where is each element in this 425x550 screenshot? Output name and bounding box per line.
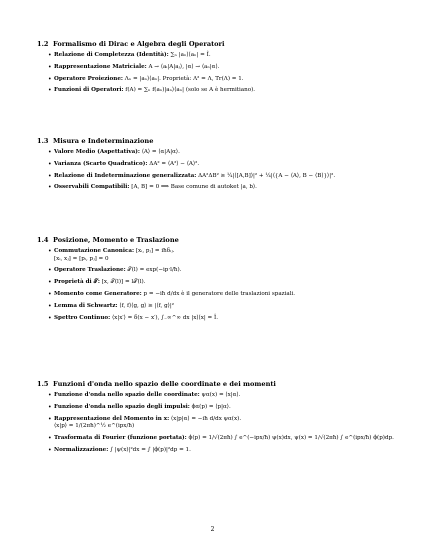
section-title: Formalismo di Dirac e Algebra degli Operatori — [53, 40, 225, 48]
item-text: f(A) = ∑ₙ f(aₙ)|aₙ⟩⟨aₙ| (solo se A è hermitiano). — [123, 87, 256, 94]
item-continuation: ⟨x|p⟩ = 1/(2πħ)^½ e^(ipx/ħ) — [54, 423, 135, 430]
section-heading — [37, 137, 406, 146]
bullet-icon: • — [48, 160, 52, 168]
bullet-icon: • — [48, 63, 52, 71]
item-text: p = −iħ d/dx è il generatore delle traslazioni spaziali. — [141, 290, 296, 297]
item-label: Funzione d'onda nello spazio delle coordinate: — [54, 392, 200, 398]
item-label: Spettro Continuo: — [54, 314, 111, 321]
list-item — [36, 416, 406, 431]
item-label: Osservabili Compatibili: — [54, 184, 130, 191]
bullet-icon: • — [48, 279, 52, 287]
item-text: ⟨x|x′⟩ = δ(x − x′), ∫₋∞^∞ dx |x⟩⟨x| = Î. — [110, 314, 219, 321]
section-heading — [37, 380, 406, 389]
list-item — [36, 248, 406, 263]
section-title: Posizione, Momento e Traslazione — [53, 236, 179, 244]
bullet-list — [36, 52, 406, 95]
section-title: Misura e Indeterminazione — [53, 137, 154, 145]
bullet-icon: • — [48, 446, 52, 454]
section-number: 1.2 — [37, 40, 49, 48]
bullet-list — [36, 149, 406, 192]
list-item — [36, 76, 406, 84]
item-text: [A, B] = 0 ⟹ Base comune di autoket |a, b⟩. — [129, 184, 257, 191]
bullet-list — [36, 248, 406, 322]
bullet-icon: • — [48, 392, 52, 399]
item-label: Proprietà di 𝒯: — [54, 279, 100, 286]
bullet-icon: • — [48, 184, 52, 192]
list-item — [36, 87, 406, 95]
list-item — [36, 435, 406, 443]
item-label: Trasformata di Fourier (funzione portata): — [54, 434, 187, 441]
section-1-3 — [36, 137, 406, 196]
item-label: Rappresentazione Matriciale: — [54, 63, 147, 70]
section-1-5 — [36, 380, 406, 459]
item-text: A → ⟨aᵢ|A|aⱼ⟩, |α⟩ → ⟨aₙ|α⟩. — [146, 63, 220, 70]
list-item — [36, 404, 406, 412]
item-label: Operatore Proiezione: — [54, 75, 123, 82]
bullet-icon: • — [48, 172, 52, 180]
list-item — [36, 291, 406, 299]
page-number: 2 — [210, 526, 215, 533]
list-item — [36, 64, 406, 72]
list-item — [36, 184, 406, 192]
item-text: ⟨x|p|α⟩ = −iħ d/dx ψα(x). — [169, 415, 242, 422]
list-item — [36, 149, 406, 157]
item-label: Funzione d'onda nello spazio degli impulsi: — [54, 403, 190, 410]
list-item — [36, 52, 406, 60]
item-label: Funzioni di Operatori: — [54, 87, 124, 94]
list-item — [36, 161, 406, 169]
list-item — [36, 279, 406, 287]
bullet-icon: • — [48, 415, 52, 423]
item-text: ϕα(p) = ⟨p|α⟩. — [189, 403, 231, 410]
item-label: Valore Medio (Aspettativa): — [54, 149, 140, 155]
bullet-icon: • — [48, 314, 52, 322]
section-heading — [37, 236, 406, 245]
list-item — [36, 303, 406, 311]
section-1-2 — [36, 40, 406, 99]
item-text: ΔA² = ⟨A²⟩ − ⟨A⟩². — [147, 160, 200, 167]
section-heading — [37, 40, 406, 49]
item-label: Relazione di Completezza (Identità): — [54, 52, 169, 58]
item-text: 𝒯(l) = exp(−ip·l/ħ). — [125, 267, 182, 274]
bullet-icon: • — [48, 403, 52, 411]
list-item — [36, 267, 406, 275]
item-text: [x, 𝒯(l)] = l𝒯(l). — [99, 279, 146, 286]
item-text: ∑ₙ |aₙ⟩⟨aₙ| = Î. — [168, 52, 211, 58]
item-text: ⟨A⟩ = ⟨α|A|α⟩. — [139, 149, 180, 155]
item-text: ψα(x) = ⟨x|α⟩. — [199, 392, 241, 398]
bullet-icon: • — [48, 248, 52, 255]
section-number: 1.3 — [37, 137, 49, 145]
item-text: [xᵢ, pⱼ] = iħδᵢⱼ. — [134, 248, 175, 254]
item-label: Lemma di Schwartz: — [54, 302, 118, 309]
list-item — [36, 315, 406, 323]
item-label: Rappresentazione del Momento in x: — [54, 415, 170, 422]
bullet-icon: • — [48, 87, 52, 95]
item-continuation: [xᵢ, xⱼ] = [pᵢ, pⱼ] = 0 — [54, 255, 109, 262]
item-text: ⟨f, f⟩⟨g, g⟩ ≥ |⟨f, g⟩|² — [117, 302, 174, 309]
item-label: Commutazione Canonica: — [54, 248, 135, 254]
section-number: 1.4 — [37, 236, 49, 244]
bullet-icon: • — [48, 434, 52, 442]
item-label: Momento come Generatore: — [54, 290, 142, 297]
bullet-icon: • — [48, 149, 52, 156]
section-1-4 — [36, 236, 406, 326]
list-item — [36, 392, 406, 400]
bullet-icon: • — [48, 75, 52, 83]
bullet-icon: • — [48, 267, 52, 275]
item-label: Operatore Traslazione: — [54, 267, 126, 274]
item-text: ϕ(p) = 1/√(2πħ) ∫ e^(−ipx/ħ) ψ(x)dx, ψ(x) = 1/√(2πħ) ∫ e^(ipx/ħ) ϕ(p)dp. — [186, 434, 394, 441]
bullet-icon: • — [48, 290, 52, 298]
item-text: ∫ |ψ(x)|²dx = ∫ |ϕ(p)|²dp = 1. — [108, 446, 191, 453]
section-number: 1.5 — [37, 380, 49, 388]
item-text: ΔA²ΔB² ≥ ¼|⟨[A,B]⟩|² + ¼|⟨{A − ⟨A⟩, B − ⟨B⟩}⟩|². — [196, 172, 336, 179]
list-item — [36, 173, 406, 181]
item-text: Λₙ = |aₙ⟩⟨aₙ|. Proprietà: Λ² = Λ, Tr(Λ) = 1. — [122, 75, 244, 82]
item-label: Relazione di Indeterminazione generalizzata: — [54, 172, 197, 179]
item-label: Normalizzazione: — [54, 446, 109, 453]
section-title: Funzioni d'onda nello spazio delle coordinate e dei momenti — [53, 380, 276, 388]
bullet-icon: • — [48, 302, 52, 310]
bullet-icon: • — [48, 52, 52, 59]
list-item — [36, 447, 406, 455]
item-label: Varianza (Scarto Quadratico): — [54, 160, 148, 167]
bullet-list — [36, 392, 406, 454]
